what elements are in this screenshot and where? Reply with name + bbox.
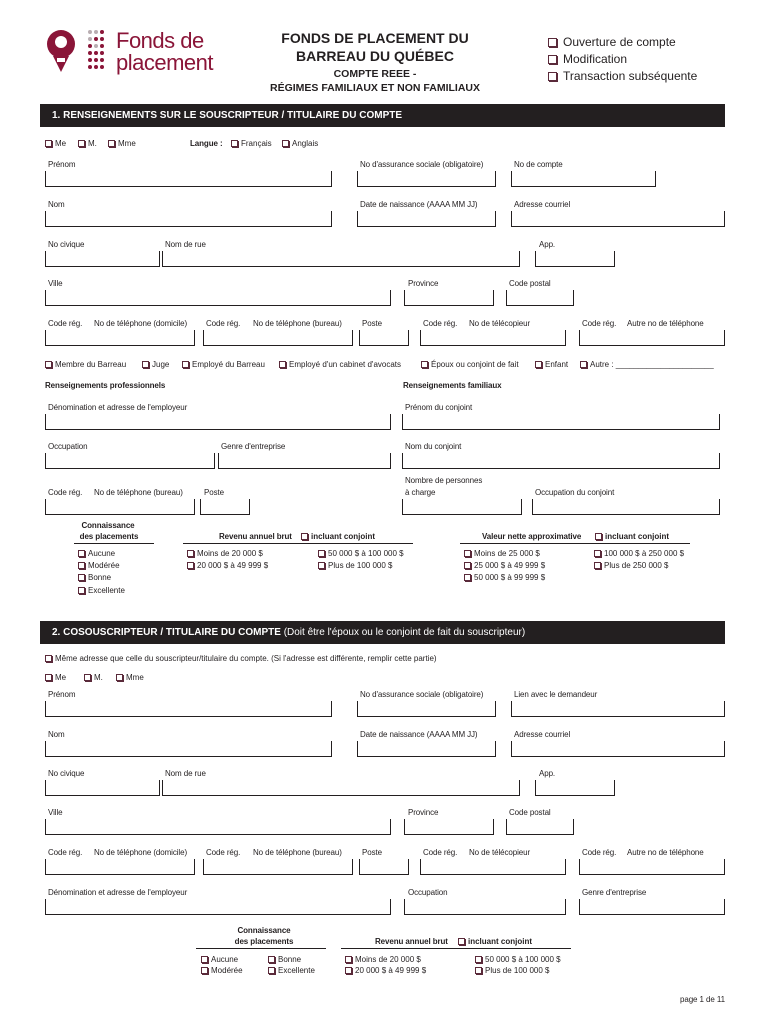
s2-nas-field[interactable] [357,701,496,717]
nom-conjoint-label: Nom du conjoint [405,442,462,451]
label: Mme [118,139,136,148]
s2-province-label: Province [408,808,439,817]
checkbox-icon[interactable] [231,140,238,147]
s2-no-civique-field[interactable] [45,780,160,796]
s2-nom-rue-field[interactable] [162,780,520,796]
valeur-3[interactable] [464,573,545,582]
prenom-conjoint-label: Prénom du conjoint [405,403,473,412]
divider [196,948,326,949]
nom-rue-field[interactable] [162,251,520,267]
occupation-conjoint-field[interactable] [532,499,720,515]
checkbox-icon[interactable] [595,533,602,540]
label: 20 000 $ à 49 999 $ [197,561,269,570]
province-field[interactable] [404,290,494,306]
tel-domicile-field[interactable] [45,330,195,346]
checkbox-icon[interactable] [45,140,52,147]
subtitle-line2: RÉGIMES FAMILIAUX ET NON FAMILIAUX [269,82,480,94]
telecopieur-label: No de télécopieur [469,319,531,328]
label: Enfant [545,360,569,369]
s2-salutation-m[interactable] [84,673,103,682]
s2-code-reg-2-label: Code rég. [206,848,241,857]
s2-conn-bonne[interactable] [268,955,301,964]
option-label: Ouverture de compte [563,35,676,49]
label: Autre : ______________________ [590,360,714,369]
checkbox-icon[interactable] [45,655,52,662]
genre-entreprise-field[interactable] [218,453,391,469]
checkbox-icon[interactable] [187,562,194,569]
label: Juge [152,360,170,369]
app-field[interactable] [535,251,615,267]
option-ouverture[interactable] [548,35,676,49]
s2-no-civique-label: No civique [48,769,85,778]
label: Moins de 20 000 $ [197,549,263,558]
s2-prenom-label: Prénom [48,690,76,699]
label: M. [94,673,103,682]
label: incluant conjoint [605,532,669,541]
checkbox-icon[interactable] [78,140,85,147]
logo-text-line1: Fonds de [116,28,204,53]
nb-personnes-label-1: Nombre de personnes [405,476,483,485]
label: 50 000 $ à 100 000 $ [485,955,561,964]
code-postal-field[interactable] [506,290,574,306]
title-line1: FONDS DE PLACEMENT DU [281,30,469,46]
s2-autre-tel-field[interactable] [579,859,725,875]
tel-bureau-field[interactable] [203,330,353,346]
checkbox-icon[interactable] [116,674,123,681]
ville-label: Ville [48,279,63,288]
label: Aucune [211,955,239,964]
label: Moins de 20 000 $ [355,955,421,964]
courriel-label: Adresse courriel [514,200,571,209]
prenom-conjoint-field[interactable] [402,414,720,430]
s2-nas-label: No d'assurance sociale (obligatoire) [360,690,484,699]
s2-occupation-field[interactable] [404,899,566,915]
s2-lien-field[interactable] [511,701,725,717]
label: Modérée [211,966,243,975]
label: 20 000 $ à 49 999 $ [355,966,427,975]
s2-code-reg-4-label: Code rég. [582,848,617,857]
checkbox-icon[interactable] [78,562,85,569]
checkbox-icon[interactable] [78,574,85,581]
code-reg-5-label: Code rég. [48,488,83,497]
autre-tel-field[interactable] [579,330,725,346]
nom-label: Nom [48,200,65,209]
revenu-4[interactable] [318,561,393,570]
revenu-incluant-conjoint[interactable] [301,532,375,541]
s2-courriel-label: Adresse courriel [514,730,571,739]
valeur-4[interactable] [594,549,684,558]
s2-lien-label: Lien avec le demandeur [514,690,598,699]
code-reg-2-label: Code rég. [206,319,241,328]
divider [460,543,690,544]
label: M. [88,139,97,148]
label: Plus de 100 000 $ [328,561,393,570]
employeur-field[interactable] [45,414,391,430]
label: Époux ou conjoint de fait [431,360,519,369]
label: Excellente [88,586,125,595]
nom-conjoint-field[interactable] [402,453,720,469]
cat-membre[interactable] [45,360,126,369]
s2-telecopieur-label: No de télécopieur [469,848,531,857]
checkbox-icon[interactable] [201,956,208,963]
s2-genre-entreprise-field[interactable] [579,899,725,915]
date-naissance-field[interactable] [357,211,496,227]
checkbox-icon[interactable] [279,361,286,368]
province-label: Province [408,279,439,288]
code-reg-3-label: Code rég. [423,319,458,328]
s2-revenu-4[interactable] [475,966,550,975]
divider [341,948,571,949]
label: Bonne [88,573,112,582]
langue-label: Langue : [190,139,223,148]
connaissance-title-2: des placements [79,532,139,541]
langue-anglais[interactable] [282,139,318,148]
option-modification[interactable] [548,52,627,66]
s2-nom-field[interactable] [45,741,332,757]
logo-mark-icon [44,28,78,74]
nas-field[interactable] [357,171,496,187]
checkbox-icon[interactable] [548,55,557,64]
ville-field[interactable] [45,290,391,306]
section1-header [40,104,725,127]
label: Moins de 25 000 $ [474,549,540,558]
checkbox-icon[interactable] [535,361,542,368]
checkbox-icon[interactable] [78,587,85,594]
logo-dots-icon [88,30,108,74]
s2-tel-domicile-field[interactable] [45,859,195,875]
occupation-field[interactable] [45,453,215,469]
section2-header [40,621,725,644]
tel-bureau-2-label: No de téléphone (bureau) [94,488,183,497]
s2-code-postal-field[interactable] [506,819,574,835]
tel-bureau-2-field[interactable] [45,499,195,515]
connaissance-title-1: Connaissance [81,521,135,530]
cat-epoux[interactable] [421,360,519,369]
s2-autre-tel-label: Autre no de téléphone [627,848,704,857]
checkbox-icon[interactable] [464,574,471,581]
s2-revenu-3[interactable] [475,955,561,964]
section1-title: 1. RENSEIGNEMENTS SUR LE SOUSCRIPTEUR / TITULAIRE DU COMPTE [52,110,403,121]
poste-2-label: Poste [204,488,224,497]
revenu-2[interactable] [187,561,268,570]
nb-personnes-label-2: à charge [405,488,436,497]
no-compte-field[interactable] [511,171,656,187]
s2-employeur-label: Dénomination et adresse de l'employeur [48,888,188,897]
subtitle-line1: COMPTE REEE - [333,68,417,80]
salutation-m[interactable] [78,139,97,148]
s2-connaissance-title-1: Connaissance [237,926,291,935]
revenu-1[interactable] [187,549,263,558]
checkbox-icon[interactable] [201,967,208,974]
label: Plus de 100 000 $ [485,966,550,975]
checkbox-icon[interactable] [345,967,352,974]
conn-bonne[interactable] [78,573,111,582]
label: Me [55,139,67,148]
fam-title: Renseignements familiaux [403,381,502,390]
s2-app-label: App. [539,769,556,778]
s2-revenu-1[interactable] [345,955,421,964]
s2-tel-domicile-label: No de téléphone (domicile) [94,848,188,857]
option-label: Transaction subséquente [563,69,698,83]
label: Modérée [88,561,120,570]
label: Mme [126,673,144,682]
valeur-title: Valeur nette approximative [482,532,582,541]
revenu-title: Revenu annuel brut [219,532,292,541]
checkbox-icon[interactable] [108,140,115,147]
s2-tel-bureau-field[interactable] [203,859,353,875]
autre-tel-label: Autre no de téléphone [627,319,704,328]
s2-prenom-field[interactable] [45,701,332,717]
section2-subtitle: (Doit être l'époux ou le conjoint de fait du souscripteur) [283,627,526,638]
s2-nom-label: Nom [48,730,65,739]
s2-conn-excellente[interactable] [268,966,315,975]
option-label: Modification [563,52,628,66]
s2-revenu-title: Revenu annuel brut [375,937,448,946]
s2-connaissance-title-2: des placements [234,937,294,946]
label: Employé du Barreau [192,360,265,369]
salutation-mme[interactable] [108,139,136,148]
telecopieur-field[interactable] [420,330,566,346]
s2-ville-label: Ville [48,808,63,817]
page-number: page 1 de 11 [680,995,725,1004]
conn-aucune[interactable] [78,549,115,558]
s2-province-field[interactable] [404,819,494,835]
conn-moderee[interactable] [78,561,120,570]
pro-title: Renseignements professionnels [45,381,166,390]
page-subtitle [250,67,500,95]
s2-revenu-incluant-conjoint[interactable] [458,937,532,946]
no-compte-label: No de compte [514,160,563,169]
checkbox-icon[interactable] [45,361,52,368]
checkbox-icon[interactable] [464,562,471,569]
checkbox-icon[interactable] [458,938,465,945]
s2-salutation-mme[interactable] [116,673,144,682]
s2-tel-bureau-label: No de téléphone (bureau) [253,848,342,857]
checkbox-icon[interactable] [580,361,587,368]
s2-app-field[interactable] [535,780,615,796]
cat-enfant[interactable] [535,360,568,369]
s2-occupation-label: Occupation [408,888,448,897]
page-title [260,29,490,65]
checkbox-icon[interactable] [268,956,275,963]
checkbox-icon[interactable] [548,72,557,81]
label: 100 000 $ à 250 000 $ [604,549,685,558]
salutation-me[interactable] [45,139,66,148]
s2-code-reg-1-label: Code rég. [48,848,83,857]
label: 25 000 $ à 49 999 $ [474,561,546,570]
checkbox-icon[interactable] [84,674,91,681]
poste-2-field[interactable] [200,499,250,515]
s2-employeur-field[interactable] [45,899,391,915]
s2-conn-aucune[interactable] [201,955,238,964]
label: incluant conjoint [311,532,375,541]
nb-personnes-field[interactable] [402,499,522,515]
section2-title: 2. COSOUSCRIPTEUR / TITULAIRE DU COMPTE [52,627,281,638]
label: Membre du Barreau [55,360,127,369]
logo-text-line2: placement [116,50,214,75]
app-label: App. [539,240,556,249]
meme-adresse[interactable] [45,654,437,663]
checkbox-icon[interactable] [182,361,189,368]
code-reg-1-label: Code rég. [48,319,83,328]
s2-ville-field[interactable] [45,819,391,835]
checkbox-icon[interactable] [464,550,471,557]
s2-revenu-2[interactable] [345,966,426,975]
title-line2: BARREAU DU QUÉBEC [296,48,454,64]
checkbox-icon[interactable] [421,361,428,368]
checkbox-icon[interactable] [318,562,325,569]
conn-excellente[interactable] [78,586,125,595]
s2-code-reg-3-label: Code rég. [423,848,458,857]
s2-conn-moderee[interactable] [201,966,243,975]
langue-francais[interactable] [231,139,272,148]
s2-code-postal-label: Code postal [509,808,551,817]
valeur-2[interactable] [464,561,545,570]
checkbox-icon[interactable] [142,361,149,368]
cat-employe-cabinet[interactable] [279,360,401,369]
checkbox-icon[interactable] [187,550,194,557]
label: 50 000 $ à 100 000 $ [328,549,404,558]
poste-label: Poste [362,319,382,328]
divider [183,543,413,544]
nom-field[interactable] [45,211,332,227]
cat-juge[interactable] [142,360,169,369]
date-naissance-label: Date de naissance (AAAA MM JJ) [360,200,478,209]
prenom-label: Prénom [48,160,76,169]
label: Me [55,673,67,682]
label: Excellente [278,966,315,975]
code-postal-label: Code postal [509,279,551,288]
label: Français [241,139,272,148]
checkbox-icon[interactable] [475,967,482,974]
courriel-field[interactable] [511,211,725,227]
valeur-incluant-conjoint[interactable] [595,532,669,541]
s2-salutation-me[interactable] [45,673,66,682]
occupation-conjoint-label: Occupation du conjoint [535,488,615,497]
checkbox-icon[interactable] [268,967,275,974]
s2-poste-label: Poste [362,848,382,857]
label: Anglais [292,139,319,148]
label: Même adresse que celle du souscripteur/titulaire du compte. (Si l'adresse est différente, remplir cette partie) [55,654,437,663]
s2-poste-field[interactable] [359,859,409,875]
s2-telecopieur-field[interactable] [420,859,566,875]
checkbox-icon[interactable] [45,674,52,681]
employeur-label: Dénomination et adresse de l'employeur [48,403,188,412]
label: Plus de 250 000 $ [604,561,669,570]
tel-bureau-label: No de téléphone (bureau) [253,319,342,328]
checkbox-icon[interactable] [301,533,308,540]
checkbox-icon[interactable] [78,550,85,557]
poste-field[interactable] [359,330,409,346]
divider [74,543,154,544]
s2-date-naissance-field[interactable] [357,741,496,757]
s2-genre-entreprise-label: Genre d'entreprise [582,888,647,897]
cat-autre[interactable] [580,360,714,369]
s2-date-naissance-label: Date de naissance (AAAA MM JJ) [360,730,478,739]
label: incluant conjoint [468,937,532,946]
checkbox-icon[interactable] [594,562,601,569]
label: 50 000 $ à 99 999 $ [474,573,546,582]
cat-employe-barreau[interactable] [182,360,265,369]
s2-nom-rue-label: Nom de rue [165,769,206,778]
checkbox-icon[interactable] [318,550,325,557]
checkbox-icon[interactable] [548,38,557,47]
label: Bonne [278,955,302,964]
tel-domicile-label: No de téléphone (domicile) [94,319,188,328]
occupation-label: Occupation [48,442,88,451]
genre-entreprise-label: Genre d'entreprise [221,442,286,451]
checkbox-icon[interactable] [475,956,482,963]
no-civique-field[interactable] [45,251,160,267]
valeur-5[interactable] [594,561,669,570]
nas-label: No d'assurance sociale (obligatoire) [360,160,484,169]
revenu-3[interactable] [318,549,404,558]
label: Aucune [88,549,116,558]
code-reg-4-label: Code rég. [582,319,617,328]
label: Employé d'un cabinet d'avocats [289,360,402,369]
checkbox-icon[interactable] [282,140,289,147]
no-civique-label: No civique [48,240,85,249]
s2-courriel-field[interactable] [511,741,725,757]
option-transaction[interactable] [548,69,697,83]
checkbox-icon[interactable] [345,956,352,963]
nom-rue-label: Nom de rue [165,240,206,249]
checkbox-icon[interactable] [594,550,601,557]
valeur-1[interactable] [464,549,540,558]
prenom-field[interactable] [45,171,332,187]
